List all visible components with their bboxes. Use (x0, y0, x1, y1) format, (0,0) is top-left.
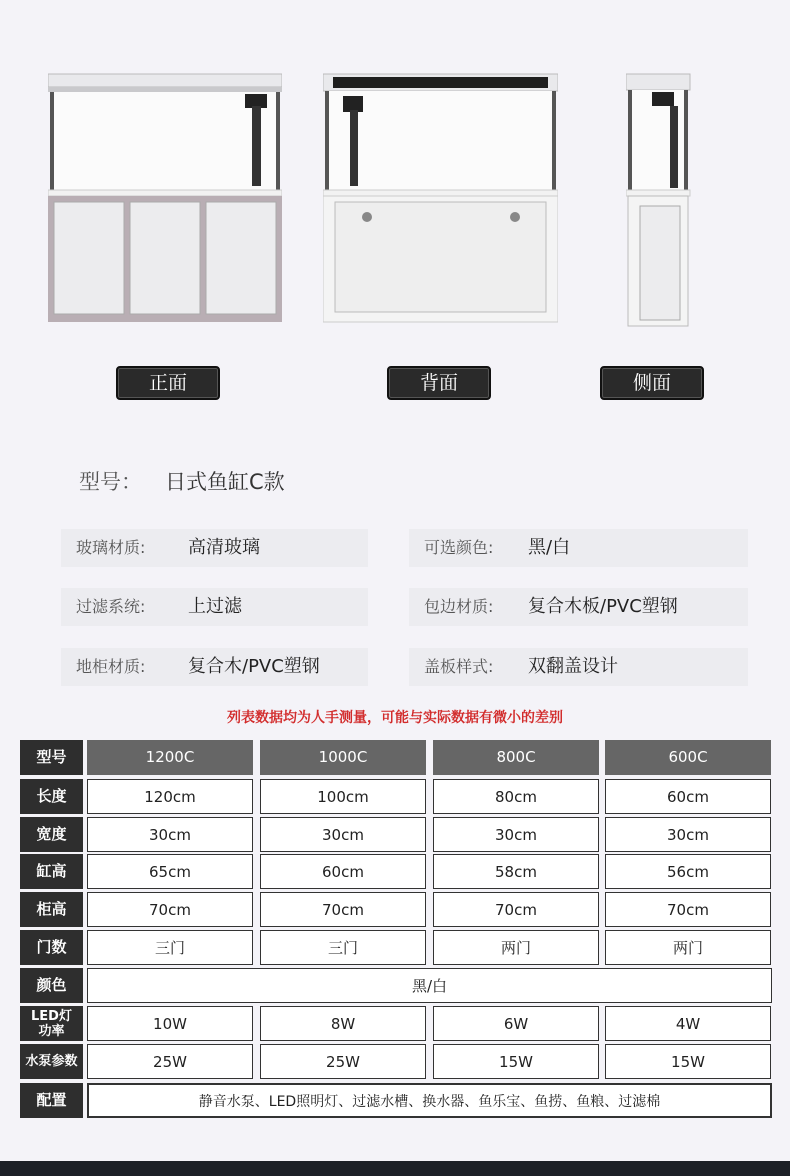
table-cell: 30cm (260, 817, 426, 852)
model-line (79, 466, 285, 496)
table-cell: 30cm (433, 817, 599, 852)
table-cell: 三门 (87, 930, 253, 965)
table-row-label: 长度 (20, 779, 83, 814)
table-cell: 80cm (433, 779, 599, 814)
table-cell: 56cm (605, 854, 771, 889)
led-label-line2: 功率 (38, 1024, 65, 1039)
table-cell: 70cm (260, 892, 426, 927)
model-label: 型号： (79, 470, 142, 494)
table-cell: 4W (605, 1006, 771, 1041)
table-cell: 70cm (433, 892, 599, 927)
table-cell: 100cm (260, 779, 426, 814)
spec-filter (61, 588, 368, 626)
table-cell-merged: 静音水泵、LED照明灯、过滤水槽、换水器、鱼乐宝、鱼捞、鱼粮、过滤棉 (87, 1083, 772, 1118)
table-cell: 120cm (87, 779, 253, 814)
table-row-label: 颜色 (20, 968, 83, 1003)
spec-value: 黑/白 (528, 537, 571, 558)
spec-value: 复合木/PVC塑钢 (188, 656, 320, 677)
table-row-label: 门数 (20, 930, 83, 965)
side-view-label: 侧面 (600, 366, 704, 400)
table-cell: 三门 (260, 930, 426, 965)
table-row-label: 宽度 (20, 817, 83, 852)
spec-edge (409, 588, 748, 626)
spec-value: 双翻盖设计 (528, 656, 618, 677)
table-cell: 58cm (433, 854, 599, 889)
table-row-label (20, 1006, 83, 1041)
table-column-header: 1200C (87, 740, 253, 775)
table-column-header: 800C (433, 740, 599, 775)
aquarium-side-view (626, 72, 692, 328)
spec-label: 盖板样式: (424, 657, 494, 676)
spec-value: 复合木板/PVC塑钢 (528, 596, 678, 617)
spec-label: 包边材质: (424, 597, 494, 616)
table-cell: 65cm (87, 854, 253, 889)
spec-label: 地柜材质: (76, 657, 146, 676)
table-column-header: 600C (605, 740, 771, 775)
table-cell: 15W (605, 1044, 771, 1079)
table-cell: 两门 (605, 930, 771, 965)
spec-label: 过滤系统: (76, 597, 146, 616)
table-cell: 15W (433, 1044, 599, 1079)
spec-label: 玻璃材质: (76, 538, 146, 557)
measurement-note: 列表数据均为人手测量，可能与实际数据有微小的差别 (227, 710, 563, 726)
table-cell: 60cm (605, 779, 771, 814)
table-row-label: 柜高 (20, 892, 83, 927)
table-row-label: 水泵参数 (20, 1044, 83, 1079)
spec-cover (409, 648, 748, 686)
table-cell-merged: 黑/白 (87, 968, 772, 1003)
table-cell: 30cm (605, 817, 771, 852)
spec-value: 上过滤 (188, 596, 242, 617)
spec-label: 可选颜色: (424, 538, 494, 557)
table-cell: 10W (87, 1006, 253, 1041)
table-row-label: 配置 (20, 1083, 83, 1118)
spec-color (409, 529, 748, 567)
table-header-label: 型号 (20, 740, 83, 775)
table-cell: 25W (87, 1044, 253, 1079)
table-cell: 30cm (87, 817, 253, 852)
spec-value: 高清玻璃 (188, 537, 260, 558)
model-value: 日式鱼缸C款 (165, 470, 285, 494)
spec-glass (61, 529, 368, 567)
back-view-label: 背面 (387, 366, 491, 400)
table-cell: 6W (433, 1006, 599, 1041)
table-column-header: 1000C (260, 740, 426, 775)
led-label-line1: LED灯 (31, 1009, 72, 1024)
table-cell: 两门 (433, 930, 599, 965)
table-row-label: 缸高 (20, 854, 83, 889)
table-cell: 25W (260, 1044, 426, 1079)
table-cell: 8W (260, 1006, 426, 1041)
spec-cabinet (61, 648, 368, 686)
footer-bar (0, 1161, 790, 1176)
aquarium-front-view (48, 72, 282, 324)
table-cell: 60cm (260, 854, 426, 889)
table-cell: 70cm (87, 892, 253, 927)
table-cell: 70cm (605, 892, 771, 927)
aquarium-back-view (323, 72, 558, 324)
front-view-label: 正面 (116, 366, 220, 400)
